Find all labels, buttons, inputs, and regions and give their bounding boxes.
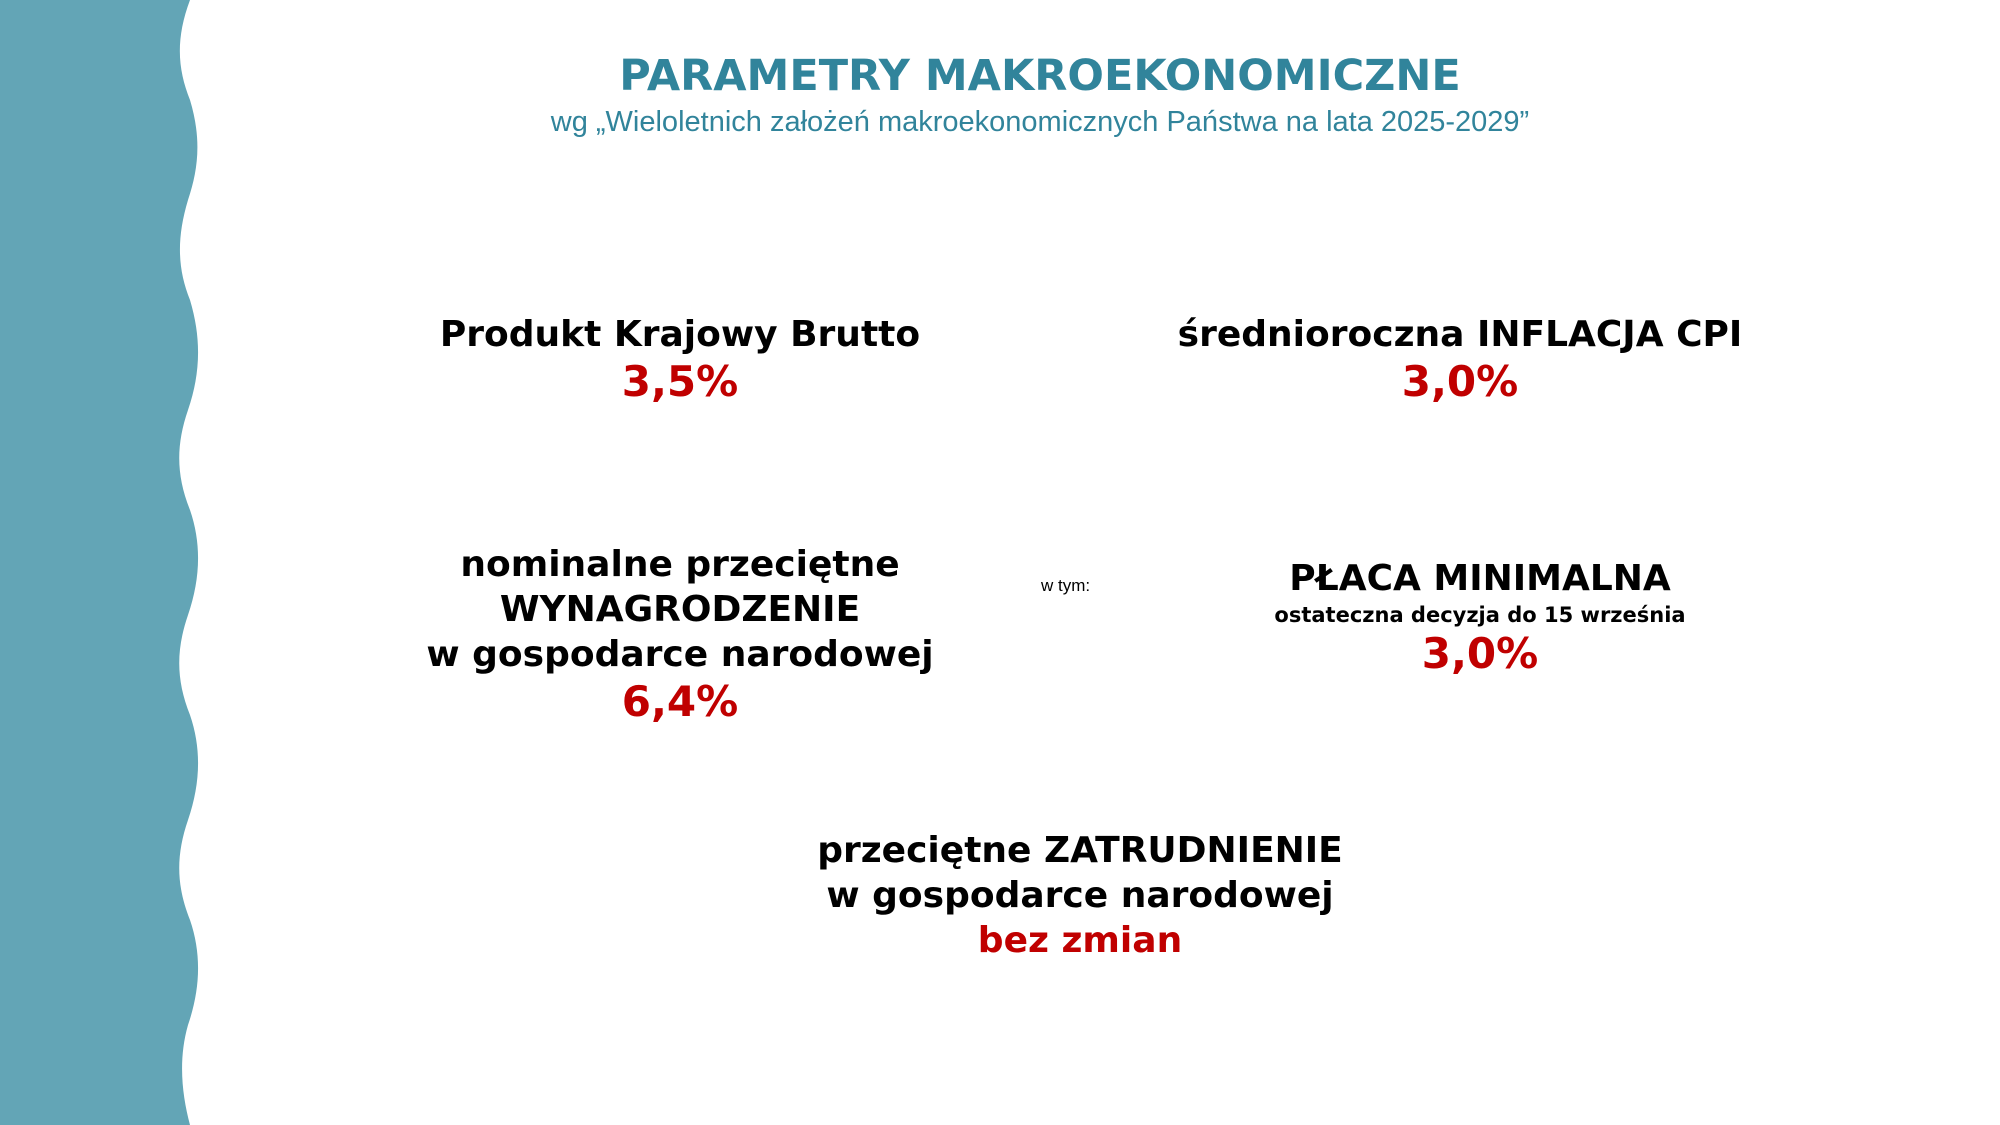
wage-block [380,542,980,727]
minimum-wage-value: 3,0% [1421,629,1539,678]
gdp-value: 3,5% [621,357,739,406]
connector-text: w tym: [1041,576,1091,595]
minimum-wage-block [1220,556,1740,679]
cpi-block [1130,312,1790,407]
page-subtitle: wg „Wieloletnich założeń makroekonomicznych Państwa na lata 2025-2029” [550,106,1530,138]
header [260,48,1820,140]
wage-value: 6,4% [621,677,739,726]
gdp-block [380,312,980,407]
page-title: PARAMETRY MAKROEKONOMICZNE [619,51,1461,101]
employment-label-line2: w gospodarce narodowej [826,875,1334,916]
minimum-wage-note: ostateczna decyzja do 15 września [1274,603,1686,627]
wage-label-line2: WYNAGRODZENIE [499,589,861,630]
wage-label-line1: nominalne przeciętne [460,544,900,585]
employment-label-line1: przeciętne ZATRUDNIENIE [817,830,1343,871]
employment-block [770,828,1390,963]
minimum-wage-label: PŁACA MINIMALNA [1289,558,1671,599]
cpi-value: 3,0% [1401,357,1519,406]
wage-label-line3: w gospodarce narodowej [426,634,934,675]
decorative-wave-band [0,0,200,1125]
employment-value: bez zmian [977,920,1183,961]
wave-shape [0,0,198,1125]
cpi-label: średnioroczna INFLACJA CPI [1177,314,1743,355]
gdp-label: Produkt Krajowy Brutto [439,314,921,355]
